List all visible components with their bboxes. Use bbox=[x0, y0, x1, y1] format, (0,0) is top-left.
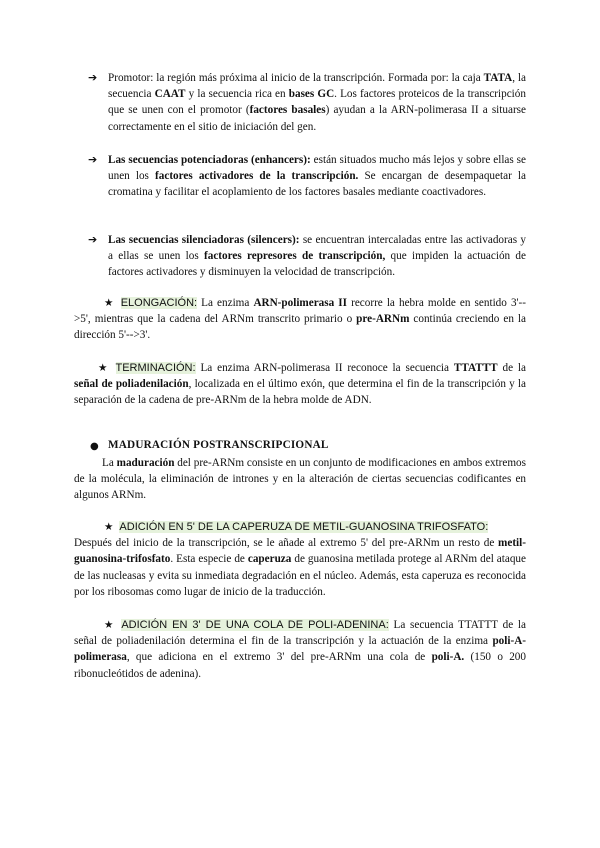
arrow-bullet-icon: ➔ bbox=[88, 233, 98, 246]
circle-bullet-icon: ● bbox=[90, 441, 99, 452]
star-bullet-icon: ★ bbox=[104, 297, 115, 309]
elongacion-paragraph: ★ ELONGACIÓN: La enzima ARN-polimerasa II recorre la hebra molde en sentido 3'-->5', mientras que la cadena del ARNm transcrito primario o pre-ARNm continúa creciendo en la dirección 5'-->3'. bbox=[74, 297, 527, 342]
polia-label: ADICIÓN EN 3' DE UNA COLA DE POLI-ADENINA: bbox=[121, 619, 389, 631]
terminacion-label: TERMINACIÓN: bbox=[115, 362, 196, 374]
polia-paragraph: ★ ADICIÓN EN 3' DE UNA COLA DE POLI-ADENINA: La secuencia TTATTT de la señal de poliadenilación determina el fin de la transcripción y la actuación de la enzima poli-A-polimerasa, que adiciona en el extremo 3' del pre-ARNm una cola de poli-A. (150 o 200 ribonucleótidos de adenina). bbox=[74, 619, 526, 680]
arrow-bullet-icon: ➔ bbox=[88, 71, 98, 84]
caperuza-label: ADICIÓN EN 5' DE LA CAPERUZA DE METIL-GUANOSINA TRIFOSFATO: bbox=[119, 521, 489, 533]
promotor-paragraph: Promotor: la región más próxima al inicio de la transcripción. Formada por: la caja TATA, la secuencia CAAT y la secuencia rica en bases GC. Los factores proteicos de la transcripción que se unen con el promotor (factores basales) ayudan a la ARN-polimerasa II a situarse correctamente en el sitio de iniciación del gen. bbox=[108, 72, 526, 133]
arrow-bullet-icon: ➔ bbox=[88, 153, 98, 166]
maduracion-paragraph: La maduración del pre-ARNm consiste en un conjunto de modificaciones en ambos extremos de la molécula, la eliminación de intrones y en la alteración de ciertas secuencias codificantes en algunos ARNm. bbox=[74, 457, 526, 502]
elongacion-label: ELONGACIÓN: bbox=[120, 297, 198, 309]
terminacion-paragraph: ★ TERMINACIÓN: La enzima ARN-polimerasa II reconoce la secuencia TTATTT de la señal de poliadenilación, localizada en el último exón, que determina el fin de la transcripción y la separación de la cadena de pre-ARNm de la hebra molde de ADN. bbox=[74, 362, 526, 407]
star-bullet-icon: ★ bbox=[104, 521, 114, 533]
maduracion-heading: MADURACIÓN POSTRANSCRIPCIONAL bbox=[108, 439, 329, 451]
star-bullet-icon: ★ bbox=[104, 619, 116, 631]
star-bullet-icon: ★ bbox=[98, 362, 110, 374]
silencers-paragraph: Las secuencias silenciadoras (silencers): se encuentran intercaladas entre las activadoras y a ellas se unen los factores represores de transcripción, que impiden la actuación de factores activadores y disminuyen la velocidad de transcripción. bbox=[108, 234, 526, 279]
caperuza-paragraph: ★ ADICIÓN EN 5' DE LA CAPERUZA DE METIL-GUANOSINA TRIFOSFATO: Después del inicio de la transcripción, se le añade al extremo 5' del pre-ARNm un resto de metil-guanosina-trifosfato. Esta especie de caperuza de guanosina metilada protege al ARNm del ataque de las nucleasas y evita su inmediata degradación en el núcleo. Además, esta caperuza es reconocida por los ribosomas como lugar de inicio de la traducción. bbox=[74, 521, 526, 598]
enhancers-paragraph: Las secuencias potenciadoras (enhancers): están situados mucho más lejos y sobre ellas se unen los factores activadores de la transcripción. Se encargan de desempaquetar la cromatina y facilitar el acoplamiento de los factores basales mediante coactivadores. bbox=[108, 154, 526, 199]
